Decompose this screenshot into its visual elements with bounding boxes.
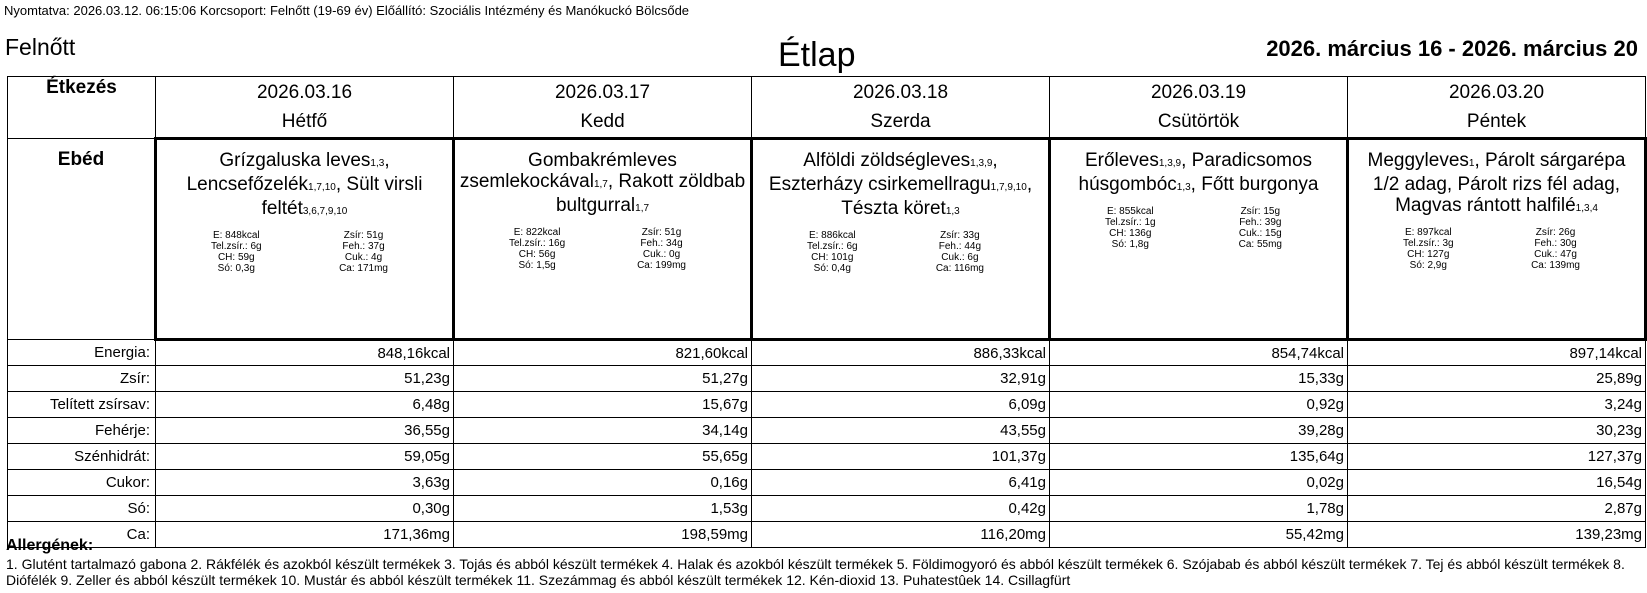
day-name: Csütörtök xyxy=(1157,111,1240,132)
summary-label: Cukor: xyxy=(8,470,156,496)
summary-row xyxy=(8,340,1646,366)
day-header-row xyxy=(8,77,1646,139)
day-header xyxy=(156,77,454,139)
day-name: Szerda xyxy=(870,111,931,132)
summary-value: 59,05g xyxy=(156,444,454,470)
summary-value: 0,02g xyxy=(1050,470,1348,496)
nutrient-value: Tel.zsír.: 6g xyxy=(211,241,262,252)
day-date: 2026.03.19 xyxy=(1150,82,1247,103)
allergen-codes: 1,3 xyxy=(370,158,385,169)
allergen-codes: 1,7,9,10 xyxy=(990,182,1027,193)
nutrient-value: Feh.: 30g xyxy=(1534,238,1577,249)
nutrient-value: Tel.zsír.: 6g xyxy=(807,241,858,252)
nutrient-value: Zsír: 26g xyxy=(1535,227,1576,238)
nutrient-value: Ca: 171mg xyxy=(339,263,388,274)
nutrition-summary xyxy=(8,340,1646,548)
allergen-codes: 1 xyxy=(1468,158,1475,169)
nutrient-value: Feh.: 37g xyxy=(342,241,385,252)
nutrient-value: CH: 59g xyxy=(217,252,255,263)
summary-value: 127,37g xyxy=(1348,444,1646,470)
dish-part: Alföldi zöldségleves xyxy=(803,150,971,171)
nutrient-column xyxy=(936,230,984,274)
dish-cell xyxy=(1050,139,1348,340)
allergen-codes: 1,3,4 xyxy=(1575,203,1598,214)
day-date: 2026.03.18 xyxy=(852,82,949,103)
day-name: Hétfő xyxy=(281,111,328,132)
nutrient-value: CH: 56g xyxy=(518,249,556,260)
dish-part: , Tészta köret xyxy=(841,174,1033,219)
summary-value: 2,87g xyxy=(1348,496,1646,522)
summary-label: Telített zsírsav: xyxy=(8,392,156,418)
nutrient-value: E: 886kcal xyxy=(808,230,856,241)
summary-row xyxy=(8,444,1646,470)
summary-value: 171,36mg xyxy=(156,522,454,548)
nutrient-summary xyxy=(757,230,1044,274)
dish-part: , Lencsefőzelék xyxy=(186,150,390,195)
summary-value: 25,89g xyxy=(1348,366,1646,392)
day-header xyxy=(1050,77,1348,139)
menu-table xyxy=(7,76,1647,548)
dish-part: , Sült virsli feltét xyxy=(261,174,423,219)
summary-label: Zsír: xyxy=(8,366,156,392)
nutrient-column xyxy=(509,227,565,271)
nutrient-value: CH: 136g xyxy=(1109,228,1152,239)
dish-part: , Párolt sárgarépa 1/2 adag, Párolt rizs fél adag, Magvas rántott halfilé xyxy=(1372,150,1626,216)
day-header xyxy=(454,77,752,139)
summary-value: 36,55g xyxy=(156,418,454,444)
summary-label: Energia: xyxy=(8,340,156,366)
nutrient-summary xyxy=(1353,227,1640,271)
summary-value: 854,74kcal xyxy=(1050,340,1348,366)
summary-value: 0,42g xyxy=(752,496,1050,522)
summary-value: 886,33kcal xyxy=(752,340,1050,366)
nutrient-value: Zsír: 33g xyxy=(940,230,980,241)
summary-value: 3,63g xyxy=(156,470,454,496)
nutrient-summary xyxy=(1055,206,1342,250)
summary-value: 135,64g xyxy=(1050,444,1348,470)
nutrient-column xyxy=(807,230,858,274)
dish-cell xyxy=(156,139,454,340)
allergen-codes: 1,3,9 xyxy=(970,158,993,169)
allergen-title: Allergének: xyxy=(6,537,94,554)
print-info: Nyomtatva: 2026.03.12. 06:15:06 Korcsoport: Felnőtt (19-69 év) Előállító: Szociális Intézmény és Manókuckó Bölcsőde xyxy=(4,3,690,18)
nutrient-value: Cuk.: 15g xyxy=(1238,228,1282,239)
nutrient-value: E: 855kcal xyxy=(1106,206,1154,217)
summary-value: 34,14g xyxy=(454,418,752,444)
nutrient-value: Cuk.: 6g xyxy=(941,252,979,263)
dish-part: , Rakott zöldbab bultgurral xyxy=(555,171,746,216)
nutrient-column xyxy=(1531,227,1580,271)
nutrient-value: Só: 0,4g xyxy=(813,263,851,274)
nutrient-value: Feh.: 39g xyxy=(1239,217,1282,228)
summary-value: 139,23mg xyxy=(1348,522,1646,548)
dish-name xyxy=(1055,150,1342,198)
summary-value: 897,14kcal xyxy=(1348,340,1646,366)
summary-value: 15,67g xyxy=(454,392,752,418)
nutrient-value: Ca: 199mg xyxy=(637,260,686,271)
allergen-codes: 3,6,7,9,10 xyxy=(302,206,348,217)
nutrient-value: CH: 127g xyxy=(1407,249,1450,260)
dish-part: , Eszterházy csirkemellragu xyxy=(768,150,998,195)
summary-value: 43,55g xyxy=(752,418,1050,444)
allergen-list: 1. Glutént tartalmazó gabona 2. Rákfélék és azokból készült termékek 3. Tojás és abból készült termékek 4. Halak és azokból készült termékek 5. Földimogyoró és abból készült termékek 6. Szójabab és abból készült termékek 7. Tej és abból készült termékek 8. Diófélék 9. Zeller és abból készült termékek 10. Mustár és abból készült termékek 11. Szezámmag és abból készült termékek 12. Kén-dioxid 13. Puhatestûek 14. Csillagfürt xyxy=(6,556,1625,588)
dish-part: Gombakrémleves zsemlekockával xyxy=(459,150,677,192)
nutrient-value: Tel.zsír.: 3g xyxy=(1403,238,1454,249)
summary-value: 0,16g xyxy=(454,470,752,496)
nutrient-value: Só: 0,3g xyxy=(217,263,255,274)
summary-row xyxy=(8,366,1646,392)
allergen-codes: 1,3 xyxy=(945,206,960,217)
nutrient-value: Só: 2,9g xyxy=(1409,260,1447,271)
summary-value: 55,42mg xyxy=(1050,522,1348,548)
summary-value: 39,28g xyxy=(1050,418,1348,444)
nutrient-value: E: 822kcal xyxy=(513,227,561,238)
nutrient-value: E: 848kcal xyxy=(212,230,260,241)
summary-row xyxy=(8,496,1646,522)
nutrient-value: Feh.: 34g xyxy=(640,238,683,249)
allergen-codes: 1,7 xyxy=(593,179,608,190)
meal-label: Ebéd xyxy=(8,139,156,340)
summary-value: 15,33g xyxy=(1050,366,1348,392)
dish-part: Meggyleves xyxy=(1367,150,1469,171)
dish-cell xyxy=(752,139,1050,340)
allergen-codes: 1,3 xyxy=(1176,182,1191,193)
nutrient-value: Ca: 55mg xyxy=(1238,239,1282,250)
dish-name xyxy=(459,150,746,219)
summary-label: Szénhidrát: xyxy=(8,444,156,470)
nutrient-column xyxy=(1403,227,1454,271)
nutrient-column xyxy=(1105,206,1156,250)
nutrient-value: Só: 1,5g xyxy=(518,260,556,271)
nutrient-value: Feh.: 44g xyxy=(938,241,982,252)
summary-value: 0,30g xyxy=(156,496,454,522)
dish-part: Grízgaluska leves xyxy=(219,150,371,171)
summary-value: 101,37g xyxy=(752,444,1050,470)
dish-part: , Paradicsomos húsgombóc xyxy=(1078,150,1313,195)
nutrient-value: Tel.zsír.: 16g xyxy=(509,238,566,249)
nutrient-column xyxy=(339,230,388,274)
summary-value: 6,41g xyxy=(752,470,1050,496)
summary-value: 6,48g xyxy=(156,392,454,418)
summary-value: 51,23g xyxy=(156,366,454,392)
nutrient-value: E: 897kcal xyxy=(1404,227,1452,238)
nutrient-column xyxy=(637,227,686,271)
summary-label: Só: xyxy=(8,496,156,522)
summary-value: 51,27g xyxy=(454,366,752,392)
summary-value: 848,16kcal xyxy=(156,340,454,366)
summary-value: 32,91g xyxy=(752,366,1050,392)
nutrient-value: Ca: 116mg xyxy=(935,263,984,274)
summary-value: 1,78g xyxy=(1050,496,1348,522)
day-name: Kedd xyxy=(580,111,625,132)
summary-value: 198,59mg xyxy=(454,522,752,548)
summary-value: 16,54g xyxy=(1348,470,1646,496)
nutrient-summary xyxy=(161,230,448,274)
page-title: Étlap xyxy=(778,36,856,74)
nutrient-value: Só: 1,8g xyxy=(1111,239,1149,250)
day-date: 2026.03.20 xyxy=(1448,82,1545,103)
summary-value: 821,60kcal xyxy=(454,340,752,366)
day-header xyxy=(752,77,1050,139)
dish-cell xyxy=(454,139,752,340)
summary-value: 116,20mg xyxy=(752,522,1050,548)
nutrient-column xyxy=(1239,206,1282,250)
summary-row xyxy=(8,392,1646,418)
nutrient-value: Cuk.: 4g xyxy=(344,252,383,263)
nutrient-value: Zsír: 15g xyxy=(1240,206,1281,217)
nutrient-column xyxy=(211,230,262,274)
meal-column-header: Étkezés xyxy=(8,77,156,139)
summary-value: 3,24g xyxy=(1348,392,1646,418)
nutrient-value: Cuk.: 0g xyxy=(642,249,681,260)
dish-name xyxy=(1353,150,1640,219)
meal-row xyxy=(8,139,1646,340)
nutrient-value: Tel.zsír.: 1g xyxy=(1105,217,1156,228)
day-name: Péntek xyxy=(1466,111,1527,132)
day-date: 2026.03.17 xyxy=(554,82,651,103)
summary-row xyxy=(8,470,1646,496)
allergen-codes: 1,7 xyxy=(635,203,650,214)
summary-row xyxy=(8,418,1646,444)
day-date: 2026.03.16 xyxy=(256,82,353,103)
allergen-codes: 1,7,10 xyxy=(308,182,336,193)
date-range: 2026. március 16 - 2026. március 20 xyxy=(1266,36,1638,61)
allergen-codes: 1,3,9 xyxy=(1158,158,1182,169)
nutrient-summary xyxy=(459,227,746,271)
nutrient-value: Cuk.: 47g xyxy=(1534,249,1577,260)
dish-name xyxy=(757,150,1044,222)
summary-value: 0,92g xyxy=(1050,392,1348,418)
age-group-label: Felnőtt xyxy=(5,34,76,60)
summary-value: 30,23g xyxy=(1348,418,1646,444)
nutrient-value: Zsír: 51g xyxy=(343,230,384,241)
summary-label: Fehérje: xyxy=(8,418,156,444)
summary-row xyxy=(8,522,1646,548)
summary-value: 1,53g xyxy=(454,496,752,522)
nutrient-value: Zsír: 51g xyxy=(641,227,682,238)
dish-cell xyxy=(1348,139,1646,340)
summary-label: Ca: xyxy=(8,522,156,548)
dish-name xyxy=(161,150,448,222)
dish-part: , Főtt burgonya xyxy=(1190,174,1319,195)
dish-part: Erőleves xyxy=(1084,150,1159,171)
nutrient-value: CH: 101g xyxy=(811,252,854,263)
summary-value: 55,65g xyxy=(454,444,752,470)
summary-value: 6,09g xyxy=(752,392,1050,418)
day-header xyxy=(1348,77,1646,139)
nutrient-value: Ca: 139mg xyxy=(1531,260,1580,271)
